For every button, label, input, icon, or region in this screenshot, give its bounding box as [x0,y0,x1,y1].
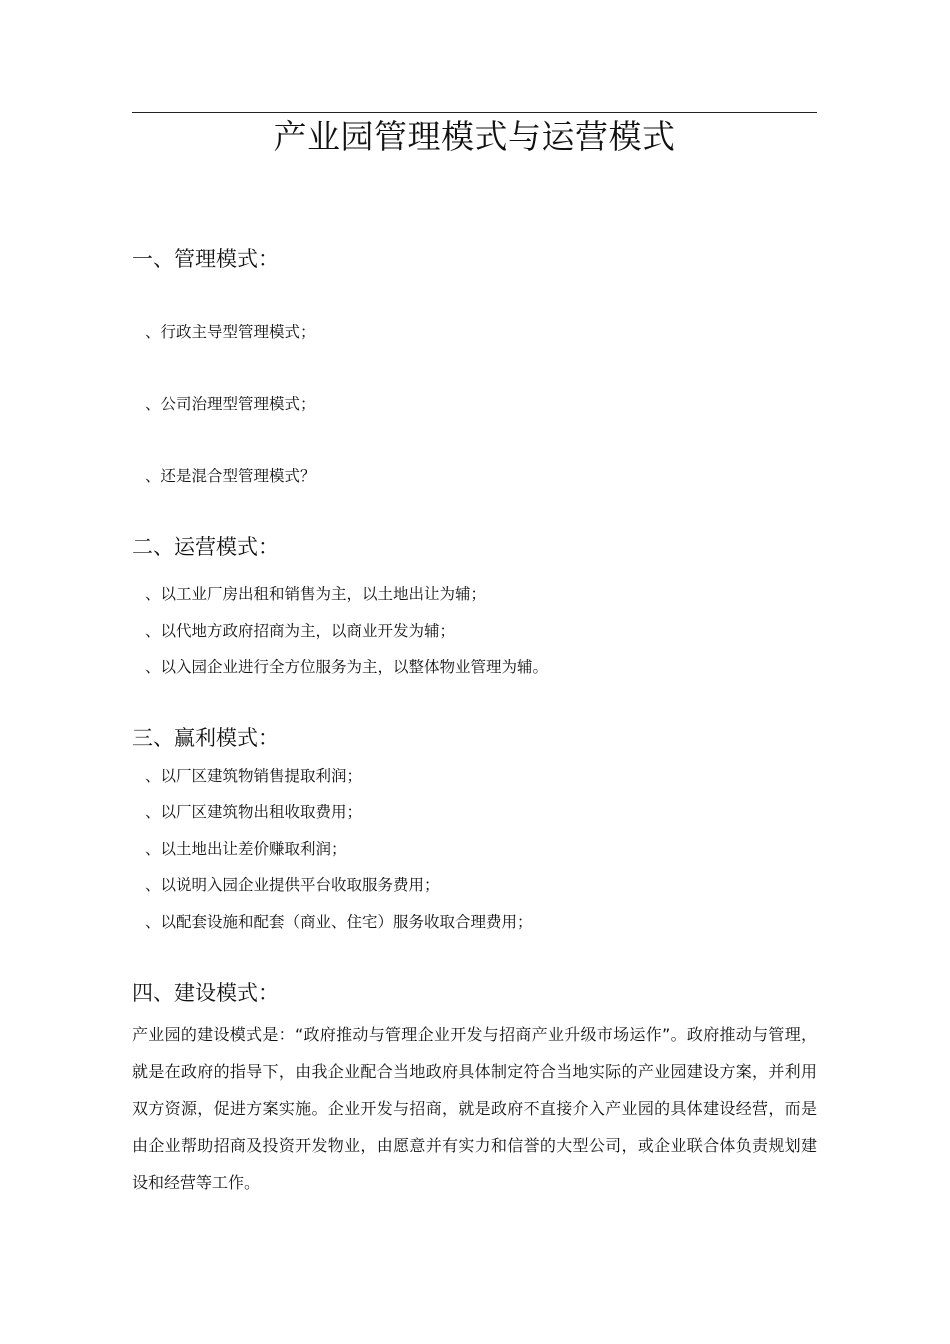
header-rule [132,112,817,113]
section-heading-management: 一、管理模式： [132,247,279,271]
section-heading-construction: 四、建设模式： [132,981,279,1005]
section-heading-profit: 三、赢利模式： [132,726,279,750]
profit-item-5: 、以配套设施和配套（商业、住宅）服务收取合理费用； [145,913,533,931]
profit-item-2: 、以厂区建筑物出租收取费用； [145,803,363,821]
operation-item-1: 、以工业厂房出租和销售为主，以土地出让为辅； [145,585,487,603]
section-heading-operation: 二、运营模式： [132,535,279,559]
profit-item-1: 、以厂区建筑物销售提取利润； [145,767,363,785]
operation-item-2: 、以代地方政府招商为主，以商业开发为辅； [145,622,456,640]
profit-item-3: 、以土地出让差价赚取利润； [145,840,347,858]
management-item-3: 、还是混合型管理模式？ [145,467,316,485]
construction-paragraph: 产业园的建设模式是：“政府推动与管理企业开发与招商产业升级市场运作”。政府推动与管理，就是在政府的指导下，由我企业配合当地政府具体制定符合当地实际的产业园建设方案，并利用双方资源，促进方案实施。企业开发与招商，就是政府不直接介入产业园的具体建设经营，而是由企业帮助招商及投资开发物业，由愿意并有实力和信誉的大型公司，或企业联合体负责规划建设和经营等工作。 [132,1025,817,1192]
management-item-2: 、公司治理型管理模式； [145,395,316,413]
profit-item-4: 、以说明入园企业提供平台收取服务费用； [145,876,440,894]
management-item-1: 、行政主导型管理模式； [145,323,316,341]
document-title: 产业园管理模式与运营模式 [273,117,676,156]
operation-item-3: 、以入园企业进行全方位服务为主，以整体物业管理为辅。 [145,658,549,676]
